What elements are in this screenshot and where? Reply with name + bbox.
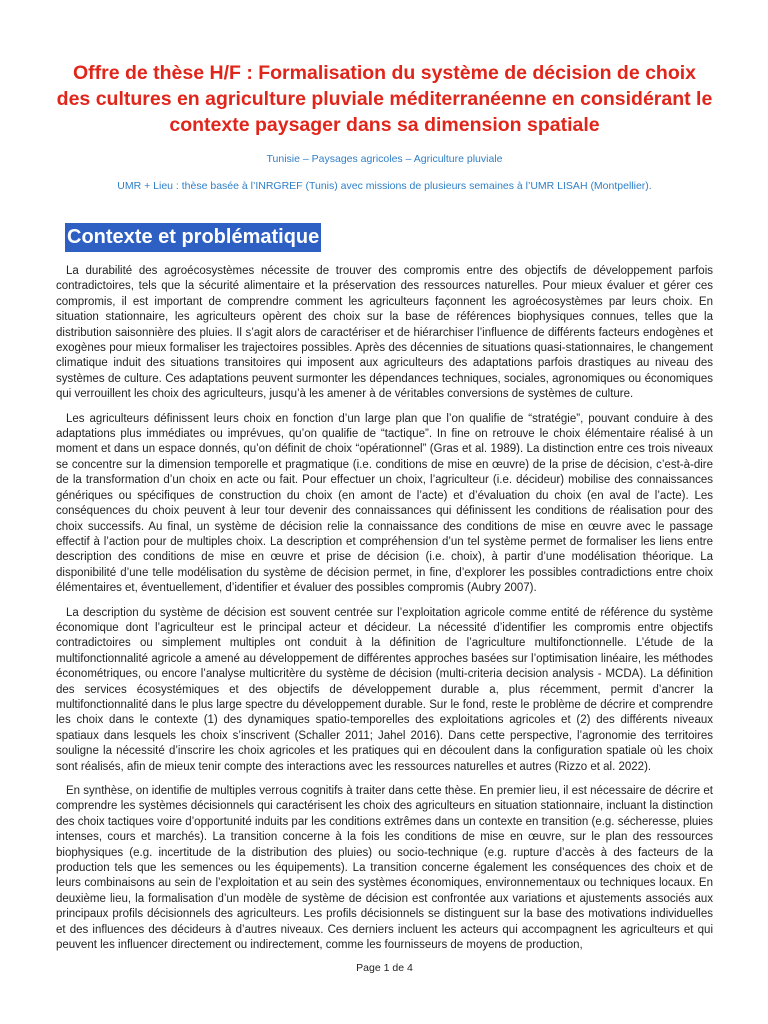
paragraph-2: Les agriculteurs définissent leurs choix en fonction d’un large plan que l’on qualifie de “stratégie”, pouvant conduire à des adaptations plus immédiates ou imprévues, qu’on qualifie de “tactique”. In fine on retrouve le choix élémentaire réalisé à un moment et dans un espace donnés, qu’on définit de choix “opérationnel” (Gras et al. 1989). La distinction entre ces trois niveaux se concentre sur la dimension temporelle et pragmatique (i.e. conditions de mise en œuvre) de la prise de décision, c’est-à-dire de la transformation d’un choix en acte ou fait. Pour effectuer un choix, l’agriculteur (i.e. décideur) mobilise des connaissances génériques ou spécifiques de construction du choix (en amont de l’acte) et d’évaluation du choix (en aval de l’acte). Les conséquences du choix peuvent à leur tour devenir des connaissances qui définissent les conditions de réalisation pour des choix successifs. Au final, un système de décision relie la connaissance des conditions de mise en œuvre avec le passage effectif à l’action pour de multiples choix. La description et compréhension d’un tel système permet de formaliser les liens entre description des conditions de mise en œuvre et prise de décision (i.e. choix), à partir d’une modélisation théorique. La disponibilité d’une telle modélisation du système de décision permet, in fine, d’explorer les possibles contradictions entre choix élémentaires et, éventuellement, d’identifier et évaluer des possibles compromis (Aubry 2007).	[56, 412, 713, 595]
document-title: Offre de thèse H/F : Formalisation du système de décision de choix des cultures en agriculture pluviale méditerranéenne en considérant le contexte paysager dans sa dimension spatiale	[56, 62, 713, 136]
paragraph-3: La description du système de décision est souvent centrée sur l’exploitation agricole comme entité de référence du système économique dont l’agriculteur est le principal acteur et décideur. La nécessité d’identifier les compromis entre objectifs contradictoires ou simplement multiples ont conduit à la définition de l’agriculture multifonctionnelle. L’étude de la multifonctionnalité agricole a amené au développement de différentes approches basées sur l’optimisation linéaire, les méthodes économétriques, ou encore l’analyse multicritère du système de décision (multi-criteria decision analysis - MCDA). La définition des services écosystémiques et des objectifs de développement durable a, plus récemment, permit d’ancrer la multifonctionnalité dans le plus large spectre du développement durable. Sur le fond, reste le problème de décrire et comprendre les choix dans le contexte (1) des dynamiques spatio-temporelles des exploitations agricoles et (2) des différents niveaux spatiaux dans lesquels les choix s’inscrivent (Schaller 2011; Jahel 2016). Dans cette perspective, l’agronomie des territoires souligne la nécessité d’inscrire les choix agricoles et les pratiques qui en découlent dans la configuration spatiale où les choix sont réalisés, afin de mieux tenir compte des interactions avec les ressources naturelles et autres (Rizzo et al. 2022).	[56, 606, 713, 773]
section-heading: Contexte et problématique	[65, 223, 321, 252]
subtitle-keywords: Tunisie – Paysages agricoles – Agriculture pluviale	[266, 153, 503, 165]
subtitle-location: UMR + Lieu : thèse basée à l’INRGREF (Tunis) avec missions de plusieurs semaines à l’UMR LISAH (Montpellier).	[117, 180, 652, 192]
page-number: Page 1 de 4	[356, 962, 413, 974]
paragraph-4: En synthèse, on identifie de multiples verrous cognitifs à traiter dans cette thèse. En premier lieu, il est nécessaire de décrire et comprendre les systèmes décisionnels qui caractérisent les choix des agriculteurs en situation stationnaire, incluant la distinction des choix tactiques voire d’opportunité induits par les conditions extrêmes dans un contexte en transition (e.g. sécheresse, pluies intenses, cours et marchés). La transition concerne à la fois les conditions de mise en œuvre, sur le plan des ressources biophysiques (e.g. incertitude de la distribution des pluies) ou socio-technique (e.g. rupture d’accès à des facteurs de la production tels que les semences ou les équipements). La transition concerne également les conséquences des choix et de leurs combinaisons au sein de l’exploitation et au sein des systèmes économiques, environnementaux ou techniques locaux. En deuxième lieu, la formalisation d’un modèle de système de décision est confrontée aux variations et ajustements associés aux principaux profils décisionnels des agriculteurs. Les profils décisionnels se distinguent sur la base des motivations individuelles et des influences des décideurs à d’autres niveaux. Ces derniers incluent les acteurs qui accompagnent les agriculteurs et qui peuvent les influencer directement ou indirectement, comme les fournisseurs de moyens de production,	[56, 785, 713, 952]
paragraph-1: La durabilité des agroécosystèmes nécessite de trouver des compromis entre des objectifs de développement parfois contradictoires, tels que la sécurité alimentaire et la préservation des ressources naturelles. Pour mieux évaluer et gérer ces compromis, il est important de comprendre comment les agriculteurs façonnent les agroécosystèmes par leurs choix. En situation stationnaire, les agriculteurs opèrent des choix sur la base de références biophysiques connues, telles que la distribution saisonnière des pluies. Il s’agit alors de caractériser et de hiérarchiser l’influence de différents facteurs endogènes et exogènes pour mieux formaliser les trajectoires possibles. Après des décennies de situations quasi-stationnaires, le changement climatique induit des situations transitoires qui imposent aux agriculteurs des adaptations parfois drastiques au niveau des systèmes de culture. Ces adaptations peuvent surmonter les dépendances techniques, sociales, agronomiques ou économiques qui verrouillent les choix des agriculteurs, jusqu’à les amener à de véritables conversions de systèmes de culture.	[56, 265, 713, 401]
document-body	[56, 264, 713, 962]
